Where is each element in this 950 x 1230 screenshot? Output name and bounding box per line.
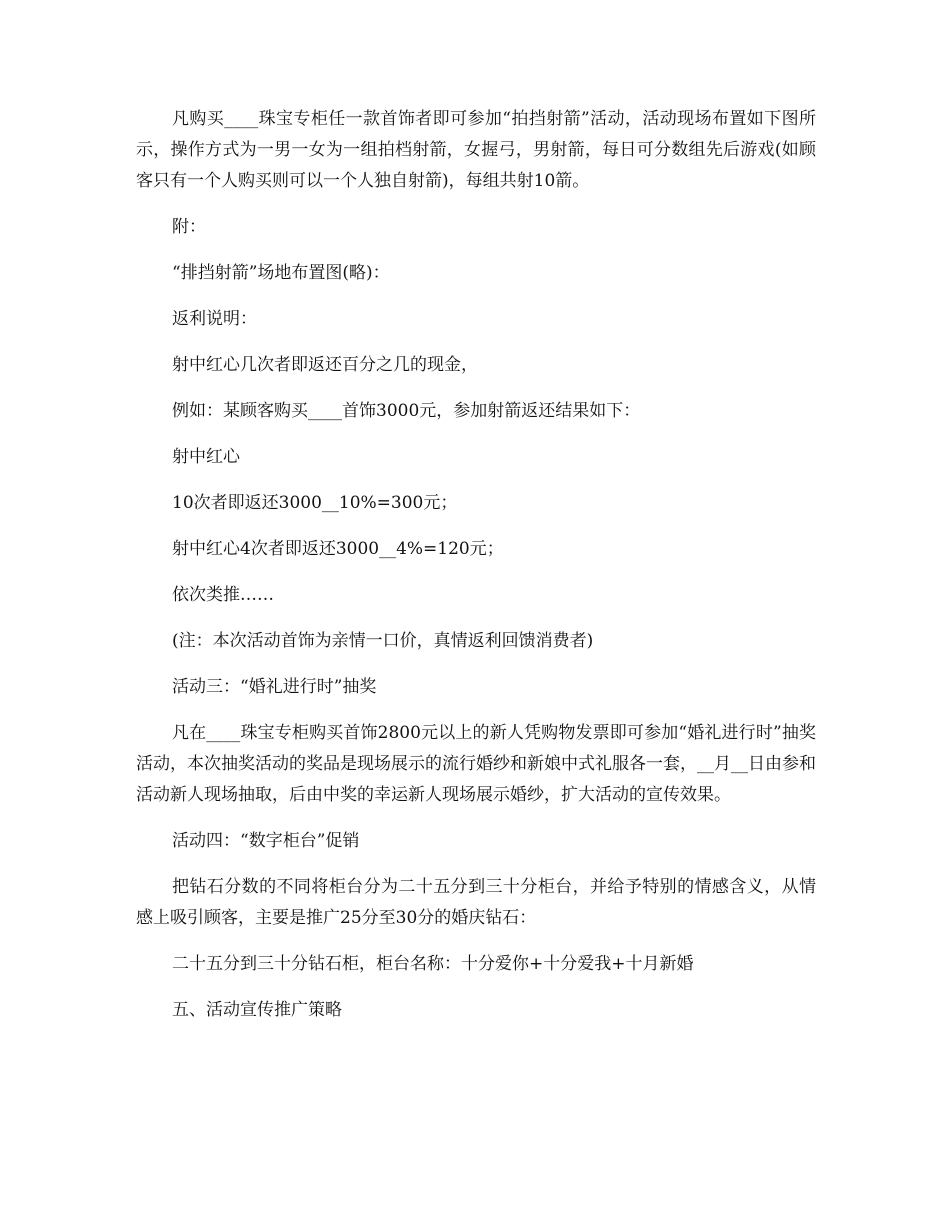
paragraph-bullseye-label: 射中红心 [172,447,240,467]
paragraph-rebate-heading: 返利说明： [172,309,257,329]
paragraph-appendix-label: 附： [172,217,206,237]
paragraph-ten-hits: 10次者即返还3000__10%=300元； [172,493,458,513]
paragraph-archery-activity: 凡购买____珠宝专柜任一款首饰者即可参加“拍挡射箭”活动，活动现场布置如下图所示，操作方式为一男一女为一组拍档射箭，女握弓，男射箭，每日可分数组先后游戏(如顾客只有一个人购买则可以一个人独自射箭)，每组共射10箭。 [136,109,816,191]
document-page [136,104,816,1041]
heading-section-five: 五、活动宣传推广策略 [172,1000,342,1020]
paragraph-wedding-lottery: 凡在____珠宝专柜购买首饰2800元以上的新人凭购物发票即可参加“婚礼进行时”抽奖活动，本次抽奖活动的奖品是现场展示的流行婚纱和新娘中式礼服各一套，__月__日由参和活动新人现场抽取，后由中奖的幸运新人现场展示婚纱，扩大活动的宣传效果。 [136,723,816,805]
paragraph-rebate-rule: 射中红心几次者即返还百分之几的现金， [172,355,478,375]
paragraph-note: (注：本次活动首饰为亲情一口价，真情返利回馈消费者) [172,631,594,651]
heading-activity-three: 活动三：“婚礼进行时”抽奖 [172,677,377,697]
paragraph-digital-counter: 把钻石分数的不同将柜台分为二十五分到三十分柜台，并给予特别的情感含义，从情感上吸引顾客，主要是推广25分至30分的婚庆钻石： [136,877,816,928]
paragraph-layout-diagram-note: “排挡射箭”场地布置图(略)： [172,263,390,283]
paragraph-and-so-on: 依次类推…… [172,585,274,605]
heading-activity-four: 活动四：“数字柜台”促销 [172,831,360,851]
paragraph-four-hits: 射中红心4次者即返还3000__4%=120元； [172,539,504,559]
paragraph-rebate-example: 例如：某顾客购买____首饰3000元，参加射箭返还结果如下： [172,401,641,421]
paragraph-counter-name: 二十五分到三十分钻石柜，柜台名称：十分爱你+十分爱我+十月新婚 [172,954,694,974]
